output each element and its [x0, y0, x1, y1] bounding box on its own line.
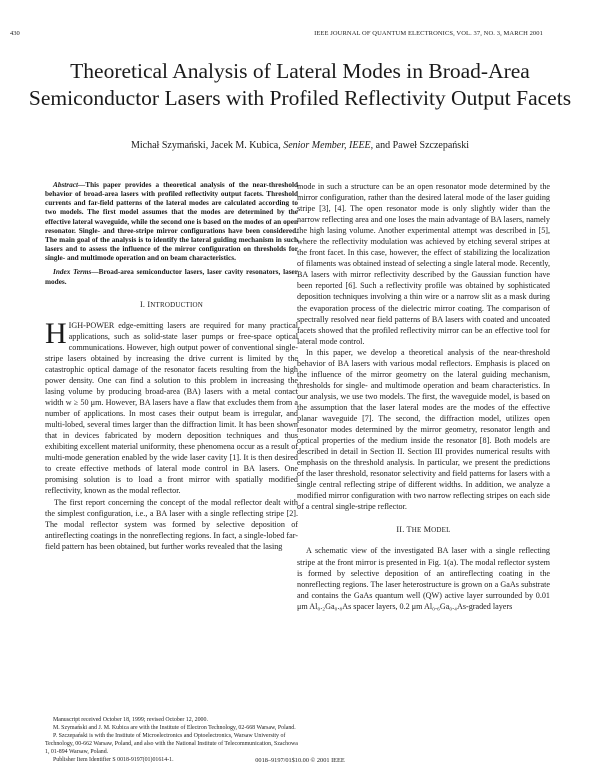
- left-column: [45, 181, 298, 552]
- section-title-initial: I: [147, 299, 151, 309]
- abstract: [45, 181, 298, 263]
- author-names-2: and Paweł Szczepański: [375, 140, 469, 151]
- paper-title: Theoretical Analysis of Lateral Modes in Broad-Area Semiconductor Lasers with Profiled Reflectivity Output Facets: [28, 59, 572, 110]
- copyright-line: 0018–9197/01$10.00 © 2001 IEEE: [255, 757, 345, 764]
- section-number: I.: [139, 299, 146, 309]
- footnote-received: Manuscript received October 18, 1999; revised October 12, 2000.: [53, 717, 208, 723]
- section-title-initial-2b: M: [423, 525, 432, 535]
- section-heading-introduction: [45, 299, 298, 311]
- index-terms-text: Broad-area semiconductor lasers, laser cavity resonators, laser modes.: [45, 268, 298, 286]
- section-number-2: II.: [396, 525, 405, 535]
- right-column: [297, 181, 550, 612]
- author-names: Michał Szymański, Jacek M. Kubica,: [131, 140, 281, 151]
- footnote-affiliation-1: M. Szymański and J. M. Kubica are with the Institute of Electron Technology, 02-668 Warsaw, Poland.: [53, 724, 296, 731]
- index-terms: [45, 268, 298, 286]
- index-terms-lead: Index Terms—: [53, 268, 99, 277]
- intro-paragraph-2: The first report concerning the concept of the modal reflector dealt with the simplest configuration, i.e., a BA laser with a single reflecting stripe [2]. The modal reflector system was formed by selective deposition of antireflecting coatings in the nonreflecting regions. In fact, a single-lobed far-field pattern has been obtained, but further works revealed that the lasing: [45, 497, 298, 551]
- section-title-rest-2b: ODEL: [431, 526, 451, 535]
- section-heading-model: [297, 524, 550, 536]
- footnote-affiliation-2: P. Szczepański is with the Institute of Microelectronics and Optoelectronics, Warsaw University of Technology, 00-662 Warsaw, Poland, and also with the National Institute of Telecommunication, Szachowa 1, 01-894 Warsaw, Poland.: [45, 732, 298, 755]
- footnote-pii: Publisher Item Identifier S 0018-9197(01)01614-1.: [53, 756, 174, 763]
- author-line: [20, 140, 580, 151]
- page-number: 430: [10, 30, 20, 37]
- intro-paragraph-1: [45, 316, 298, 497]
- abstract-lead: Abstract—: [53, 181, 86, 189]
- section-title-rest-2a: HE: [411, 526, 422, 535]
- intro-paragraph-4: In this paper, we develop a theoretical analysis of the near-threshold behavior of BA lasers with various modal reflectors. Emphasis is placed on the influence of the mirror geometry on the lateral guiding mechanism, thresholds for single- and multimode operation and beam characteristics. In our analysis, we use two models. The first, the waveguide model, is based on the assumption that the laser lateral modes are the modes of the effective planar waveguide [7]. The second, the diffraction model, utilizes open resonator modes determined by the mirror geometry, resonator length and optical properties of the medium inside the resonator [8]. Both models are described in detail in Section II. Section III provides numerical results with emphasis on the threshold analysis. In particular, we present the predictions of the laser threshold, resonator selectivity and field patterns for lasers with a single central reflecting stripe of different widths. In addition, we analyze a modified mirror configuration with two narrow reflecting stripes on each side of a central single-stripe reflector.: [297, 347, 550, 512]
- member-note: Senior Member, IEEE,: [283, 140, 374, 151]
- intro-paragraph-3: mode in such a structure can be an open resonator mode determined by the mirror configuration, rather than the desired lateral mode of the laser guiding stripe [3], [4]. The open resonator mode is only slightly wider than the narrow reflecting area and one loses the main advantage of BA lasers, namely the high lasing volume. Another experimental attempt was described in [5], where the reflectivity modulation was achieved by etching several stripes at the front facet. In this case, however, the effect of stabilizing the localization of filaments was obtained instead of selecting a single lateral mode. Recently, BA lasers with mirror reflectivity described by the Gaussian function have been reported [6]. Such a reflectivity profile was obtained by sophisticated deposition techniques involving a thin wire or a narrow slit as a mask during the evaporation process of the dielectric mirror coating. The comparison of spectrally resolved near field patterns of BA lasers with coated and uncoated facets showed that the profiled reflectivity mirror can be an effective tool for lateral mode control.: [297, 182, 550, 346]
- section-title-initial-2a: T: [406, 525, 412, 535]
- model-paragraph-1: A schematic view of the investigated BA laser with a single reflecting stripe at the front mirror is presented in Fig. 1(a). The modal reflector system is formed by selective deposition of an antireflecting coating in the nonreflecting regions. The laser heterostructure is grown on a GaAs substrate and contains the GaAs quantum well (QW) active layer surrounded by 0.01 μm Al₀.₂Ga₀.₈As spacer layers, 0.2 μm Al₀.₆Ga₀.₄As-graded layers: [297, 546, 550, 611]
- drop-cap: H: [45, 316, 67, 350]
- abstract-text: This paper provides a theoretical analysis of the near-threshold behavior of broad-area lasers with profiled reflectivity output facets. Threshold currents and far-field patterns of the lateral modes are calculated according to two models. The first model assumes that the modes are determined by the effective lateral waveguide, while the second one is based on the modes of an open resonator. Single- and three-stripe mirror configurations have been considered. The main goal of the analysis is to identify the lateral guiding mechanism in such lasers and to assess the influence of the mirror configuration on thresholds for single- and multimode operation and on beam characteristics.: [45, 181, 298, 263]
- running-head: IEEE JOURNAL OF QUANTUM ELECTRONICS, VOL. 37, NO. 3, MARCH 2001: [314, 30, 543, 37]
- section-title-rest: NTRODUCTION: [150, 300, 204, 309]
- intro-paragraph-1-text: IGH-POWER edge-emitting lasers are required for many practical applications, such as solid-state laser pumps or free-space optical communications. However, high output power of conventional single-stripe lasers obtained by increasing the drive current is limited by the catastrophic optical damage of the resonator facets resulting from the high power density. One can find a solution to this problem in increasing the lasing volume by producing broad-area (BA) lasers with a metal contact width w ≥ 50 μm. However, BA lasers have a flaw that excludes them from a number of applications. In most cases their output beam is irregular, and multi-lobed, several times larger than the diffraction limit. It has been shown that in devices fabricated by modern deposition techniques and thus exhibiting excellent material uniformity, these phenomena occur as a result of multi-mode generation enabled by the wide laser cavity [1]. It is then desired to create effective methods of lateral mode control in BA lasers. One promising solution is to load a front mirror with spatially modified reflectivity, known as the modal reflector.: [45, 320, 298, 496]
